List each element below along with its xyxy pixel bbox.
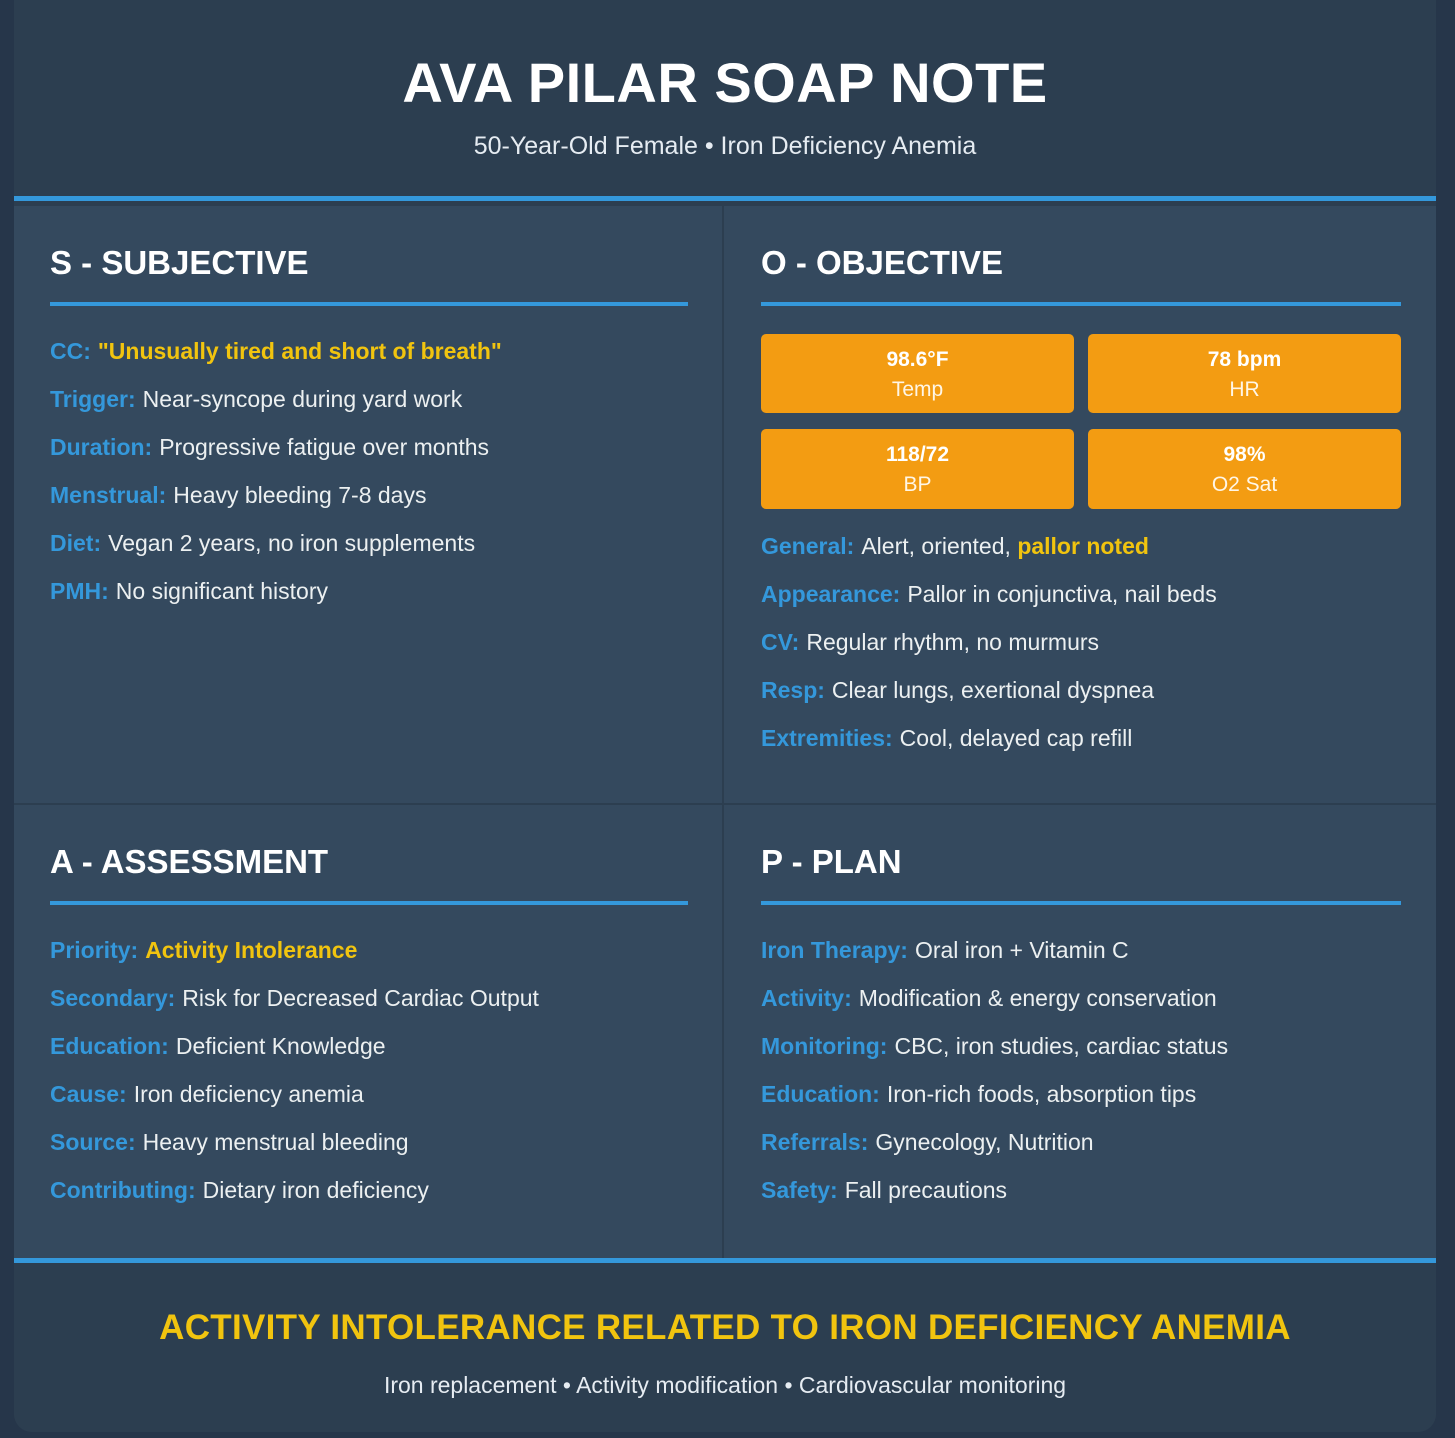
list-item xyxy=(50,1079,688,1127)
item-label: General: xyxy=(761,533,855,559)
vital-label: HR xyxy=(1229,378,1260,401)
item-value: Iron-rich foods, absorption tips xyxy=(886,1081,1197,1107)
item-label: Trigger: xyxy=(50,386,136,412)
item-label: CC: xyxy=(50,338,91,364)
vital-hr xyxy=(1088,334,1401,413)
item-value: Oral iron + Vitamin C xyxy=(914,937,1129,963)
vital-label: O2 Sat xyxy=(1211,473,1278,496)
item-value: Pallor in conjunctiva, nail beds xyxy=(907,581,1217,607)
list-item xyxy=(50,983,688,1031)
item-highlight: pallor noted xyxy=(1017,533,1149,559)
item-label: Extremities: xyxy=(761,725,893,751)
item-value: Near-syncope during yard work xyxy=(142,386,463,412)
assessment-list xyxy=(50,935,688,1223)
section-title: A - ASSESSMENT xyxy=(50,843,329,880)
list-item xyxy=(761,983,1401,1031)
item-value: Clear lungs, exertional dyspnea xyxy=(831,677,1155,703)
section-rule xyxy=(50,302,688,306)
list-item xyxy=(50,336,688,384)
section-rule xyxy=(761,302,1401,306)
list-item xyxy=(761,1175,1401,1223)
item-label: Education: xyxy=(50,1033,169,1059)
list-item xyxy=(761,627,1401,675)
subjective-list xyxy=(50,336,688,624)
vital-o2-sat xyxy=(1088,429,1401,509)
item-value: Fall precautions xyxy=(844,1177,1008,1203)
diagnosis-footer xyxy=(14,1258,1436,1432)
item-label: Iron Therapy: xyxy=(761,937,908,963)
item-value: Heavy bleeding 7-8 days xyxy=(173,482,427,508)
item-value: Deficient Knowledge xyxy=(175,1033,386,1059)
vertical-divider xyxy=(722,206,724,1258)
item-value: Heavy menstrual bleeding xyxy=(142,1129,409,1155)
item-label: PMH: xyxy=(50,578,109,604)
nursing-diagnosis: ACTIVITY INTOLERANCE RELATED TO IRON DEFICIENCY ANEMIA xyxy=(159,1308,1291,1347)
item-label: Education: xyxy=(761,1081,880,1107)
intervention-summary: Iron replacement • Activity modification • Cardiovascular monitoring xyxy=(383,1372,1067,1398)
plan-list xyxy=(761,935,1401,1223)
horizontal-divider xyxy=(14,803,1436,805)
item-value: Modification & energy conservation xyxy=(858,985,1217,1011)
item-value: Iron deficiency anemia xyxy=(133,1081,364,1107)
item-value: Activity Intolerance xyxy=(145,937,358,963)
list-item xyxy=(50,528,688,576)
list-item xyxy=(50,480,688,528)
item-value: Vegan 2 years, no iron supplements xyxy=(108,530,476,556)
vital-value: 98% xyxy=(1223,443,1266,466)
item-label: Monitoring: xyxy=(761,1033,888,1059)
item-value: Alert, oriented, xyxy=(861,533,1011,559)
list-item xyxy=(50,935,688,983)
item-value: Risk for Decreased Cardiac Output xyxy=(182,985,539,1011)
vital-value: 78 bpm xyxy=(1207,348,1282,371)
item-value: CBC, iron studies, cardiac status xyxy=(894,1033,1229,1059)
item-label: Activity: xyxy=(761,985,852,1011)
item-value: Regular rhythm, no murmurs xyxy=(806,629,1100,655)
item-value: Gynecology, Nutrition xyxy=(875,1129,1094,1155)
vital-temp xyxy=(761,334,1074,413)
vitals-grid xyxy=(761,334,1401,514)
list-item xyxy=(761,531,1401,579)
list-item xyxy=(50,1127,688,1175)
item-label: CV: xyxy=(761,629,800,655)
item-label: Menstrual: xyxy=(50,482,167,508)
list-item xyxy=(761,1127,1401,1175)
item-label: Cause: xyxy=(50,1081,127,1107)
item-label: Safety: xyxy=(761,1177,838,1203)
item-label: Source: xyxy=(50,1129,136,1155)
vital-label: Temp xyxy=(891,378,944,401)
list-item xyxy=(50,1175,688,1223)
list-item xyxy=(761,935,1401,983)
item-value: Dietary iron deficiency xyxy=(202,1177,429,1203)
section-title: P - PLAN xyxy=(761,843,902,880)
item-label: Diet: xyxy=(50,530,102,556)
item-label: Priority: xyxy=(50,937,139,963)
section-rule xyxy=(50,901,688,905)
soap-note-card xyxy=(14,0,1436,1432)
item-value: "Unusually tired and short of breath" xyxy=(97,338,502,364)
item-label: Referrals: xyxy=(761,1129,869,1155)
vital-label: BP xyxy=(903,473,932,496)
list-item xyxy=(50,576,688,624)
list-item xyxy=(50,432,688,480)
vital-bp xyxy=(761,429,1074,509)
section-title: O - OBJECTIVE xyxy=(761,244,1004,281)
patient-subtitle: 50-Year-Old Female • Iron Deficiency Anemia xyxy=(473,132,977,160)
item-value: Progressive fatigue over months xyxy=(159,434,490,460)
note-header xyxy=(14,0,1436,201)
item-label: Resp: xyxy=(761,677,825,703)
item-value: Cool, delayed cap refill xyxy=(899,725,1133,751)
list-item xyxy=(50,1031,688,1079)
item-label: Secondary: xyxy=(50,985,176,1011)
list-item xyxy=(761,1031,1401,1079)
list-item xyxy=(761,579,1401,627)
objective-list xyxy=(761,531,1401,771)
vital-value: 118/72 xyxy=(885,443,950,466)
list-item xyxy=(50,384,688,432)
list-item xyxy=(761,723,1401,771)
item-label: Duration: xyxy=(50,434,153,460)
item-value: No significant history xyxy=(115,578,328,604)
item-label: Contributing: xyxy=(50,1177,196,1203)
soap-grid xyxy=(14,206,1436,1258)
section-rule xyxy=(761,901,1401,905)
list-item xyxy=(761,1079,1401,1127)
item-label: Appearance: xyxy=(761,581,901,607)
section-title: S - SUBJECTIVE xyxy=(50,244,309,281)
vital-value: 98.6°F xyxy=(886,348,949,371)
page-title: AVA PILAR SOAP NOTE xyxy=(402,51,1048,114)
list-item xyxy=(761,675,1401,723)
